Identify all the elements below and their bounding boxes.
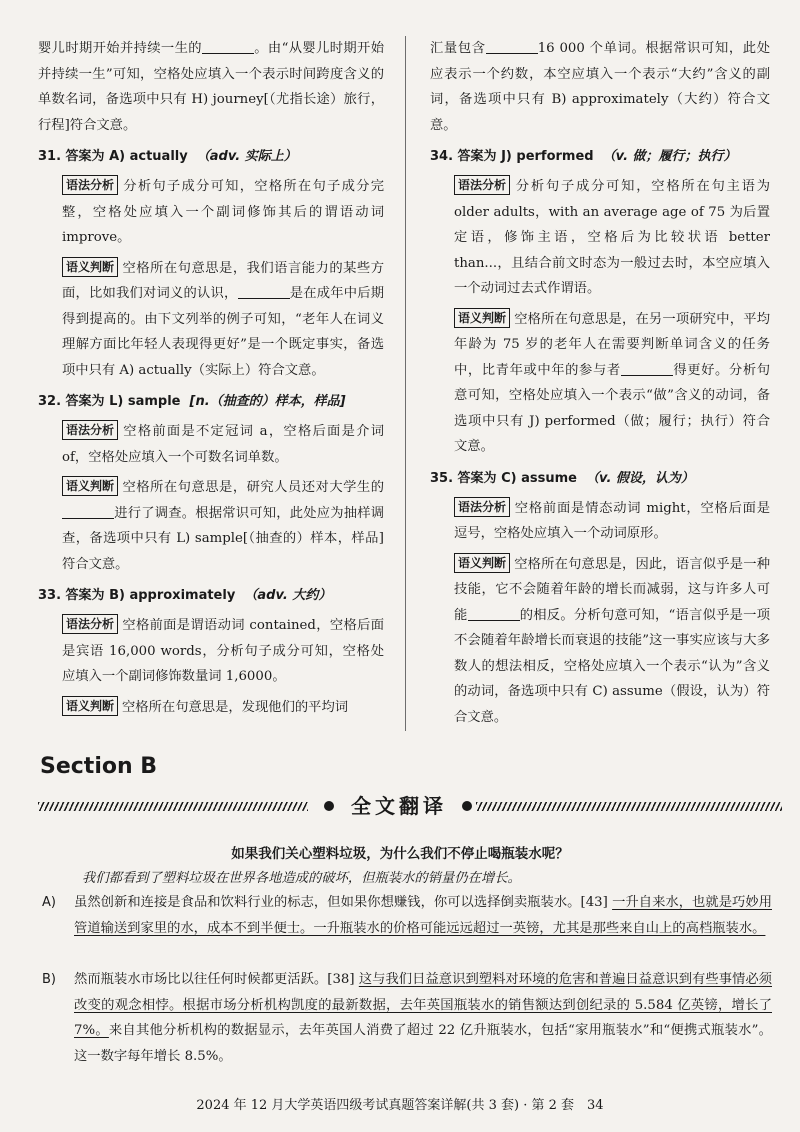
grammar-analysis [430, 174, 770, 302]
grammar-tag: 语法分析 [62, 175, 118, 195]
answer-blank [468, 606, 520, 621]
semantic-text-start: 空格所在句意思是，我们语言能力的某些方面，比如我们对词义的认识， [62, 260, 384, 301]
semantic-tag: 语义判断 [62, 257, 118, 277]
banner-dot-right [462, 801, 472, 811]
question-31 [38, 144, 384, 383]
answer-label: 31. 答案为 A) actually [38, 149, 188, 164]
semantic-judgment [38, 695, 384, 721]
answer-label: 35. 答案为 C) assume [430, 470, 577, 486]
semantic-tag: 语义判断 [454, 553, 510, 573]
continuation-text-start: 汇量包含 [430, 41, 486, 56]
part-of-speech: （adv. 大约） [244, 588, 332, 603]
paragraph-text: 虽然创新和连接是食品和饮料行业的标志，但如果你想赚钱，你可以选择倒卖瓶装水。[43] [74, 895, 613, 910]
grammar-text: 空格前面是不定冠词 a，空格后面是介词 of，空格处应填入一个可数名词单数。 [62, 424, 384, 465]
semantic-judgment [38, 475, 384, 577]
part-of-speech: （adv. 实际上） [196, 149, 297, 164]
semantic-tag: 语义判断 [454, 308, 510, 328]
paragraph-label: B) [42, 972, 56, 987]
banner-title: 全文翻译 [351, 794, 447, 818]
question-heading [38, 583, 384, 608]
passage-title: 如果我们关心塑料垃圾，为什么我们不停止喝瓶装水呢？ [231, 846, 569, 862]
semantic-text-start: 空格所在句意思是，在另一项研究中，平均年龄为 75 岁的老年人在需要判断单词含义的任务中，比青年或中年的参与者 [454, 311, 770, 378]
banner-dot-left [324, 801, 334, 811]
part-of-speech: （v. 做；履行；执行） [602, 149, 737, 164]
grammar-text: 分析句子成分可知，空格所在句主语为 older adults，with an average age of 75 为后置定语，修饰主语，空格后为比较状语 better than...，且结合前文时态为一般过去时，本空应填入一个动词过去式作谓语。 [454, 179, 770, 296]
intro-paragraph [38, 36, 384, 138]
semantic-text-start: 空格所在句意思是，因此，语言似乎是一种技能，它不会随着年龄的增长而减弱，这与许多人可能 [454, 556, 770, 623]
grammar-tag: 语法分析 [454, 175, 510, 195]
semantic-judgment [430, 552, 770, 731]
underlined-text: 这与我们日益意识到塑料对环境的危害和普遍日益意识到有些事情必须改变的观念相悖。根据市场分析机构凯度的最新数据，去年英国瓶装水的销售额达到创纪录的 5.584 亿英镑，增长了 7%。 [74, 972, 772, 1038]
semantic-tag: 语义判断 [62, 696, 118, 716]
grammar-tag: 语法分析 [62, 420, 118, 440]
paragraph-label: A) [42, 895, 56, 910]
intro-text-end: 。由“从婴儿时期开始并持续一生”可知，空格处应填入一个表示时间跨度含义的单数名词，备选项中只有 H) journey[（尤指长途）旅行，行程]符合文意。 [38, 41, 384, 133]
part-of-speech: （v. 假设，认为） [586, 470, 694, 486]
semantic-judgment [38, 256, 384, 384]
semantic-judgment [430, 307, 770, 460]
grammar-analysis [430, 496, 770, 547]
part-of-speech: [n.（抽查的）样本，样品] [189, 394, 346, 409]
semantic-text-end: 是在成年中后期得到提高的。由下文列举的例子可知，“老年人在词义理解方面比年轻人表现得更好”是一个既定事实，备选项中只有 A) actually（实际上）符合文意。 [62, 286, 384, 378]
answer-label: 33. 答案为 B) approximately [38, 588, 236, 603]
semantic-text-end: 进行了调查。根据常识可知，此处应为抽样调查，备选项中只有 L) sample[（抽查的）样本，样品]符合文意。 [62, 505, 384, 572]
semantic-tag: 语义判断 [62, 476, 118, 496]
paragraph-text-continued: 来自其他分析机构的数据显示，去年英国人消费了超过 22 亿升瓶装水，包括“家用瓶装水”和“便携式瓶装水”。这一数字每年增长 8.5%。 [74, 1023, 772, 1064]
grammar-text: 分析句子成分可知，空格所在句子成分完整，空格处应填入一个副词修饰其后的谓语动词 improve。 [62, 179, 384, 245]
grammar-analysis [38, 174, 384, 251]
passage-subtitle: 我们都看到了塑料垃圾在世界各地造成的破坏，但瓶装水的销量仍在增长。 [82, 871, 521, 886]
continuation-text-end: 16 000 个单词。根据常识可知，此处应表示一个约数，本空应填入一个表示“大约”含义的副词，备选项中只有 B) approximately（大约）符合文意。 [430, 41, 771, 133]
answer-blank [202, 39, 254, 54]
intro-text-start: 婴儿时期开始并持续一生的 [38, 41, 202, 56]
question-34 [430, 144, 770, 460]
left-column [38, 36, 384, 720]
translation-banner [38, 791, 782, 821]
banner-hatch-right [476, 802, 782, 811]
grammar-analysis [38, 613, 384, 690]
column-divider [405, 36, 406, 731]
banner-hatch-left [38, 802, 308, 811]
paragraph-b [42, 967, 772, 1069]
question-heading [38, 389, 384, 414]
answer-blank [486, 39, 538, 54]
question-heading [38, 144, 384, 169]
paragraph-a [42, 890, 772, 941]
grammar-text: 空格前面是情态动词 might，空格后面是逗号，空格处应填入一个动词原形。 [454, 500, 770, 541]
grammar-text: 空格前面是谓语动词 contained，空格后面是宾语 16,000 words，分析句子成分可知，空格处应填入一个副词修饰数量词 1,6000。 [62, 618, 384, 684]
right-column [430, 36, 770, 730]
section-title: Section B [40, 754, 158, 779]
answer-label: 34. 答案为 J) performed [430, 149, 594, 164]
question-heading [430, 466, 770, 491]
grammar-analysis [38, 419, 384, 470]
semantic-text: 空格所在句意思是，发现他们的平均词 [122, 699, 349, 715]
question-32 [38, 389, 384, 577]
continuation-paragraph [430, 36, 770, 138]
semantic-text-end: 的相反。分析句意可知，“语言似乎是一项不会随着年龄增长而衰退的技能”这一事实应该与大多数人的想法相反，空格处应填入一个表示“认为”含义的动词，备选项中只有 C) assume（假设，认为）符合文意。 [454, 607, 770, 725]
question-heading [430, 144, 770, 169]
answer-blank [621, 361, 673, 376]
answer-label: 32. 答案为 L) sample [38, 394, 181, 409]
question-35 [430, 466, 770, 731]
page-footer: 2024 年 12 月大学英语四级考试真题答案详解(共 3 套) · 第 2 套 34 [196, 1098, 604, 1113]
underlined-text: 一升自来水，也就是巧妙用管道输送到家里的水，成本不到半便士。一升瓶装水的价格可能远远超过一英镑，尤其是那些来自山上的高档瓶装水。 [74, 895, 772, 936]
paragraph-text: 然而瓶装水市场比以往任何时候都更活跃。[38] [74, 972, 359, 987]
answer-blank [238, 284, 290, 299]
question-33 [38, 583, 384, 720]
grammar-tag: 语法分析 [62, 614, 118, 634]
answer-blank [62, 504, 114, 519]
semantic-text-end: 得更好。分析句意可知，空格处应填入一个表示“做”含义的动词，备选项中只有 J) performed（做；履行；执行）符合文意。 [454, 362, 771, 454]
semantic-text-start: 空格所在句意思是，研究人员还对大学生的 [122, 480, 384, 495]
grammar-tag: 语法分析 [454, 497, 510, 517]
